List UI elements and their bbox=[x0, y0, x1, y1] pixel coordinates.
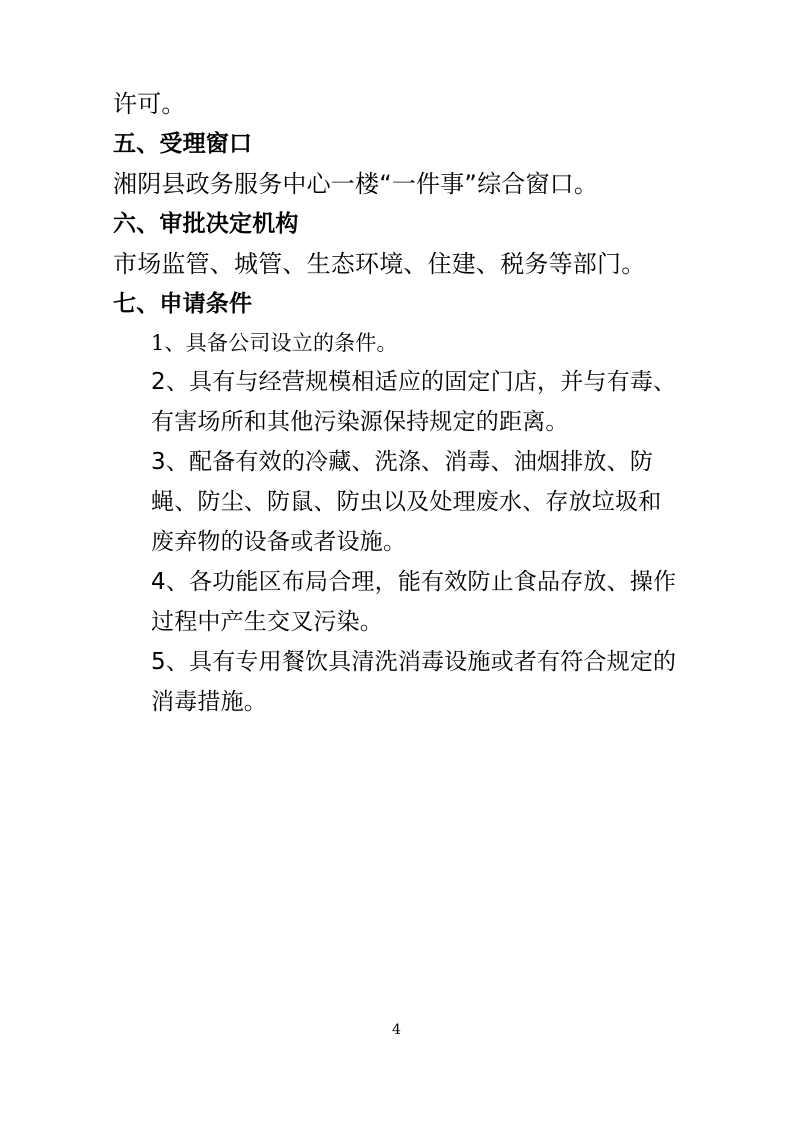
paragraph-continuation: 许可。 bbox=[113, 90, 186, 118]
page-number: 4 bbox=[392, 1022, 401, 1038]
list-item-1: 1、具备公司设立的条件。 bbox=[151, 331, 398, 355]
paragraph-approval-authority: 市场监管、城管、生态环境、住建、税务等部门。 bbox=[113, 250, 646, 278]
list-item-4: 4、各功能区布局合理，能有效防止食品存放、操作过程中产生交叉污染。 bbox=[151, 569, 677, 635]
list-item-2: 2、具有与经营规模相适应的固定门店，并与有毒、有害场所和其他污染源保持规定的距离。 bbox=[151, 369, 677, 435]
section-heading-five: 五、受理窗口 bbox=[113, 131, 253, 157]
paragraph-acceptance-window: 湘阴县政务服务中心一楼“一件事”综合窗口。 bbox=[113, 170, 599, 198]
section-heading-seven: 七、申请条件 bbox=[113, 291, 253, 317]
document-body bbox=[113, 84, 679, 722]
list-item-5: 5、具有专用餐饮具清洗消毒设施或者有符合规定的消毒措施。 bbox=[151, 649, 677, 715]
list-item-3: 3、配备有效的冷藏、洗涤、消毒、油烟排放、防蝇、防尘、防鼠、防虫以及处理废水、存放垃圾和废弃物的设备或者设施。 bbox=[151, 449, 662, 555]
section-heading-six: 六、审批决定机构 bbox=[113, 211, 299, 237]
